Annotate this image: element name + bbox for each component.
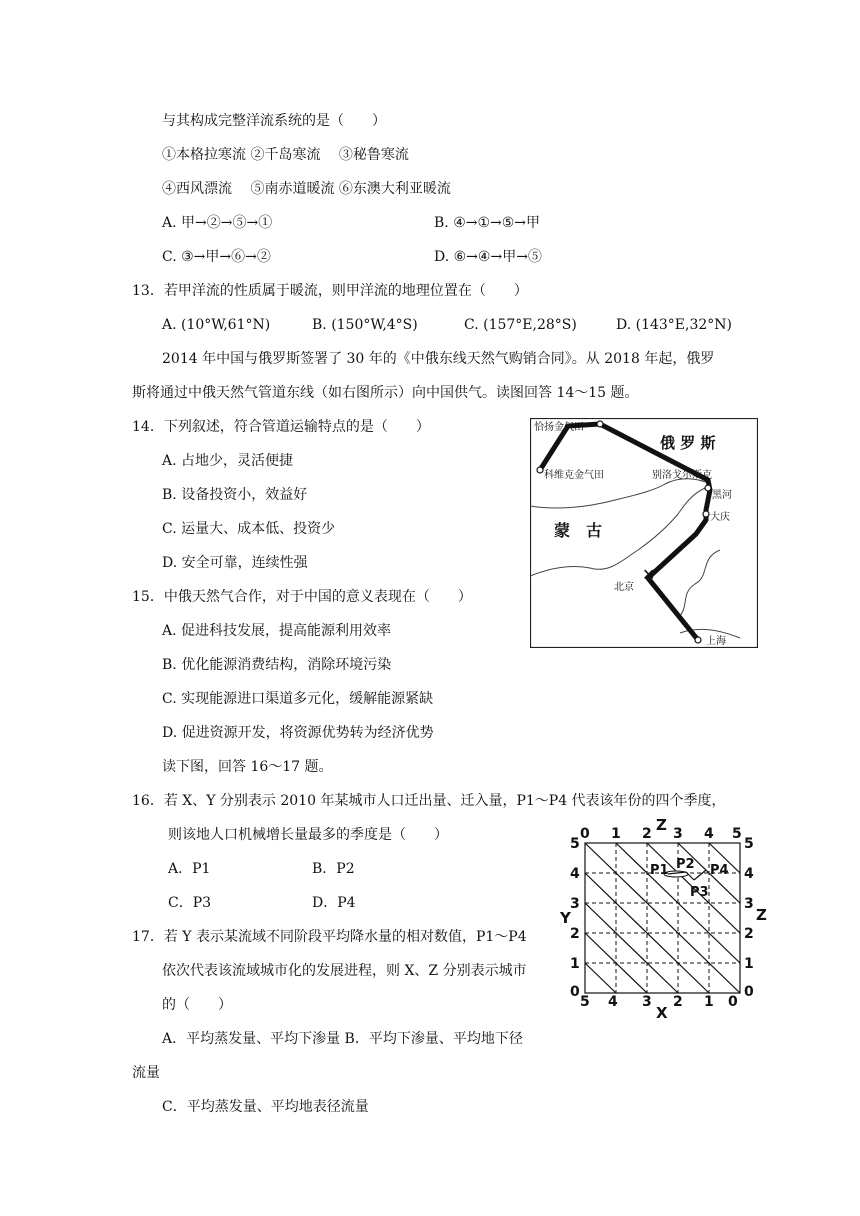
q17-stem-line2: 依次代表该流域城市化的发展进程，则 X、Z 分别表示城市 bbox=[162, 963, 527, 979]
point-p3: P3 bbox=[690, 885, 709, 900]
label-kovykta: 科维克金气田 bbox=[544, 470, 604, 481]
point-p1: P1 bbox=[650, 863, 669, 878]
bottom-tick: 4 bbox=[608, 994, 618, 1010]
bottom-tick: 1 bbox=[704, 994, 714, 1010]
pipeline-map bbox=[530, 418, 758, 648]
label-heihe: 黑河 bbox=[712, 490, 732, 501]
q16-stem-line2: 则该地人口机械增长量最多的季度是（ ） bbox=[168, 827, 448, 843]
label-blagoveshchensk: 别洛戈尔斯克 bbox=[652, 470, 712, 481]
q14-option-b: B. 设备投资小，效益好 bbox=[162, 487, 308, 503]
q15-option-d: D. 促进资源开发，将资源优势转为经济优势 bbox=[162, 725, 434, 741]
q16-option-c: C．P3 bbox=[168, 895, 212, 911]
q12-option-d: D. ⑥→④→甲→⑤ bbox=[434, 249, 542, 265]
q14-stem: 14．下列叙述，符合管道运输特点的是（ ） bbox=[132, 419, 430, 435]
top-tick: 3 bbox=[673, 826, 683, 842]
left-tick: 1 bbox=[570, 956, 580, 972]
q14-option-d: D. 安全可靠，连续性强 bbox=[162, 555, 308, 571]
bottom-tick: 0 bbox=[728, 994, 738, 1010]
label-mongolia: 蒙 古 bbox=[554, 521, 603, 540]
q16-option-a: A．P1 bbox=[168, 861, 211, 877]
label-daqing: 大庆 bbox=[710, 512, 730, 523]
bottom-tick: 2 bbox=[673, 994, 683, 1010]
axis-y: Y bbox=[560, 909, 571, 927]
q17-option-ab: A．平均蒸发量、平均下渗量 B．平均下渗量、平均地下径 bbox=[162, 1031, 523, 1047]
q12-option-c: C. ③→甲→⑥→② bbox=[162, 249, 271, 265]
q15-stem: 15．中俄天然气合作，对于中国的意义表现在（ ） bbox=[132, 589, 472, 605]
point-p2: P2 bbox=[676, 857, 695, 872]
label-shanghai: 上海 bbox=[706, 636, 726, 647]
intro-14-15-line1: 2014 年中国与俄罗斯签署了 30 年的《中俄东线天然气购销合同》。从 2018 年起，俄罗 bbox=[162, 351, 715, 367]
q13-option-b: B. (150°W,4°S) bbox=[312, 317, 418, 333]
top-tick: 1 bbox=[611, 826, 621, 842]
top-tick: 4 bbox=[704, 826, 714, 842]
right-tick: 2 bbox=[744, 926, 754, 942]
q16-stem-line1: 16．若 X、Y 分别表示 2010 年某城市人口迁出量、迁入量，P1～P4 代表该年份的四个季度， bbox=[132, 793, 726, 809]
q12-option-a: A. 甲→②→⑤→① bbox=[162, 215, 273, 231]
left-tick: 3 bbox=[570, 896, 580, 912]
left-tick: 0 bbox=[570, 984, 580, 1000]
q12-stem: 与其构成完整洋流系统的是（ ） bbox=[162, 113, 386, 129]
right-tick: 5 bbox=[744, 836, 754, 852]
left-tick: 2 bbox=[570, 926, 580, 942]
right-tick: 4 bbox=[744, 866, 754, 882]
bottom-tick: 3 bbox=[642, 994, 652, 1010]
q17-option-ab-wrap: 流量 bbox=[132, 1065, 160, 1081]
q14-option-a: A. 占地少，灵活便捷 bbox=[162, 453, 294, 469]
top-tick: 5 bbox=[732, 826, 742, 842]
point-p4: P4 bbox=[710, 863, 729, 878]
q13-stem: 13．若甲洋流的性质属于暖流，则甲洋流的地理位置在（ ） bbox=[132, 283, 528, 299]
q16-option-b: B．P2 bbox=[312, 861, 355, 877]
right-tick: 0 bbox=[744, 984, 754, 1000]
intro-14-15-line2: 斯将通过中俄天然气管道东线（如右图所示）向中国供气。读图回答 14～15 题。 bbox=[132, 385, 639, 401]
q13-option-a: A. (10°W,61°N) bbox=[162, 317, 271, 333]
bottom-tick: 5 bbox=[580, 994, 590, 1010]
q15-option-c: C. 实现能源进口渠道多元化，缓解能源紧缺 bbox=[162, 691, 434, 707]
q13-option-d: D. (143°E,32°N) bbox=[616, 317, 733, 333]
q12-option-b: B. ④→①→⑤→甲 bbox=[434, 215, 541, 231]
q15-option-b: B. 优化能源消费结构，消除环境污染 bbox=[162, 657, 392, 673]
q16-option-d: D．P4 bbox=[312, 895, 356, 911]
label-russia: 俄 罗 斯 bbox=[660, 434, 716, 452]
left-tick: 4 bbox=[570, 866, 580, 882]
top-tick: 2 bbox=[642, 826, 652, 842]
right-tick: 3 bbox=[744, 896, 754, 912]
q15-option-a: A. 促进科技发展，提高能源利用效率 bbox=[162, 623, 392, 639]
label-chayanda: 恰扬金气田 bbox=[534, 422, 584, 433]
left-tick: 5 bbox=[570, 836, 580, 852]
axis-z: Z bbox=[756, 906, 767, 924]
right-tick: 1 bbox=[744, 956, 754, 972]
q13-option-c: C. (157°E,28°S) bbox=[464, 317, 577, 333]
intro-16-17: 读下图，回答 16～17 题。 bbox=[162, 759, 333, 775]
svg-text:✕: ✕ bbox=[642, 565, 656, 584]
q12-items-1: ①本格拉寒流 ②千岛寒流 ③秘鲁寒流 bbox=[162, 147, 409, 163]
triangle-coordinate-diagram bbox=[560, 818, 775, 1023]
label-beijing: 北京 bbox=[614, 582, 634, 593]
axis-x: X bbox=[656, 1004, 668, 1022]
q12-items-2: ④西风漂流 ⑤南赤道暖流 ⑥东澳大利亚暖流 bbox=[162, 181, 451, 197]
q17-stem-line3: 的（ ） bbox=[162, 997, 232, 1013]
q14-option-c: C. 运量大、成本低、投资少 bbox=[162, 521, 336, 537]
q17-stem-line1: 17．若 Y 表示某流域不同阶段平均降水量的相对数值，P1～P4 bbox=[132, 929, 527, 945]
top-tick: 0 bbox=[580, 826, 590, 842]
q17-option-c: C．平均蒸发量、平均地表径流量 bbox=[162, 1099, 369, 1115]
axis-z-top: Z bbox=[656, 818, 667, 834]
